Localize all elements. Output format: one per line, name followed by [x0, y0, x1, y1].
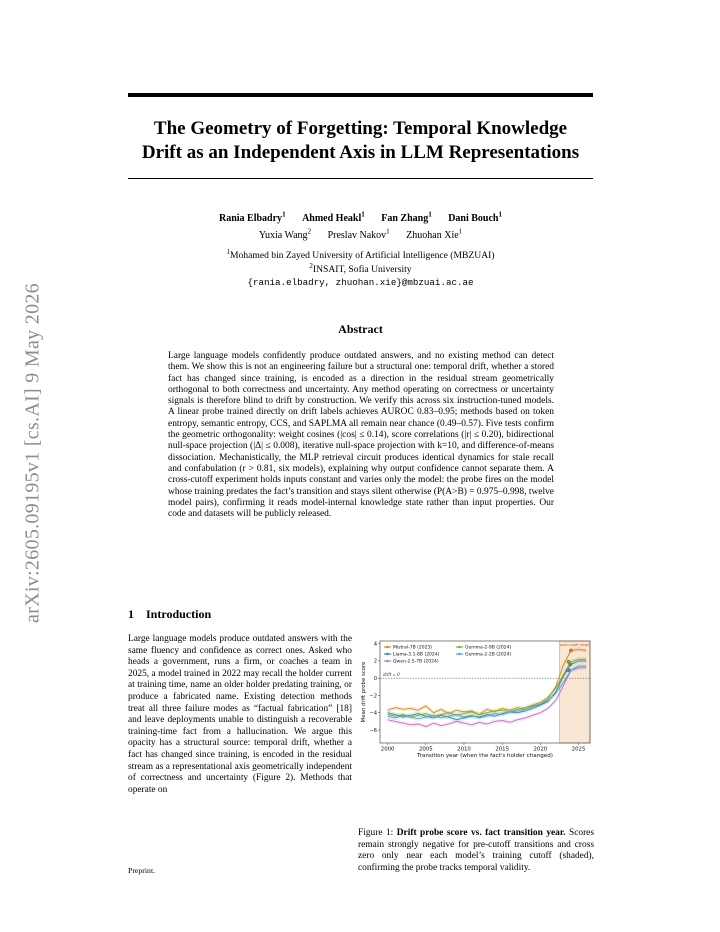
section-number: 1: [128, 607, 134, 621]
section-heading: [128, 607, 211, 622]
paper-title-line-1: The Geometry of Forgetting: Temporal Knowledge: [153, 118, 568, 139]
cutoff-marker-point: [569, 649, 572, 652]
zero-line-label: drift = 0: [383, 671, 400, 677]
x-tick-label: 2015: [495, 746, 510, 753]
x-tick-label: 2025: [571, 746, 586, 753]
author-list-row-1: [118, 211, 603, 224]
cutoff-marker-point: [566, 669, 569, 672]
legend-entry-label: Gemma-2-9B (2024): [465, 645, 512, 651]
cutoff-region-label: post-cutoff range: [560, 643, 590, 647]
x-axis-label: Transition year (when the fact's holder changed): [417, 753, 553, 759]
figure-label: Figure 1:: [358, 828, 394, 838]
legend-entry-label: Llama-3.1-8B (2024): [393, 652, 440, 658]
section-title: Introduction: [146, 607, 212, 621]
y-axis-label: Mean drift probe score: [361, 661, 367, 723]
figure-1-caption: [358, 828, 594, 874]
figure-caption-text: Scores remain strongly negative for pre-cutoff transitions and cross zero only near each model’s training cutoff (shaded), confirming the probe tracks temporal validity.: [358, 828, 594, 873]
legend-marker: [386, 653, 388, 655]
author-emails: {rania.elbadry, zhuohan.xie}@mbzuai.ac.ae: [247, 277, 474, 288]
x-tick-label: 2020: [533, 746, 548, 753]
arxiv-identifier: arXiv:2605.09195v1 [cs.AI] 9 May 2026: [21, 283, 44, 623]
cutoff-marker-point: [567, 660, 570, 663]
series-band: [388, 647, 587, 716]
paper-title-line-2: Drift as an Independent Axis in LLM Representations: [141, 142, 580, 163]
legend-marker: [386, 660, 388, 662]
legend-marker: [386, 646, 388, 648]
legend-entry-label: Mistral-7B (2023): [393, 645, 433, 651]
footer-note: Preprint.: [128, 866, 156, 875]
y-tick-label: −4: [369, 710, 377, 717]
author: Rania Elbadry$^1$: [218, 211, 286, 225]
author: Fan Zhang$^1$: [381, 211, 432, 225]
x-tick-label: 2005: [418, 746, 433, 753]
y-tick-label: −2: [369, 693, 377, 700]
figure-1: [358, 637, 594, 761]
affiliation-1: $^1$Mohamed bin Zayed University of Artificial Intelligence (MBZUAI): [226, 248, 495, 262]
y-tick-label: 0: [373, 675, 377, 682]
cutoff-shaded-region: [559, 641, 590, 743]
author: Ahmed Heakl$^1$: [302, 211, 365, 225]
title-bottom-rule: [128, 178, 593, 179]
legend-entry-label: Qwen-2.5-7B (2024): [393, 659, 439, 665]
legend-marker: [458, 653, 460, 655]
introduction-text: Large language models produce outdated answers with the same fluency and confidence as correct ones. Asked who heads a government, runs a firm, or coaches a team in 2025, a model trained in 2022 may recall the holder current at training time, name an older holder predating training, or produce a fabricated name. Existing detection methods treat all three failure modes as “factual fabrication” [18] and leave deployments unable to distinguish a recoverable training-time fact from a hallucination. We argue this opacity has a structural source: temporal drift, whether a fact has changed since training, is encoded in the residual stream as a representational axis geometrically independent of correctness and uncertainty (Figure 2). Methods that operate on: [128, 634, 352, 795]
abstract-body: Large language models confidently produce outdated answers, and no existing method can detect them. We show this is not an engineering failure but a structural one: temporal drift, whether a stored fact has changed since training, is encoded as a direction in the residual stream geometrically orthogonal to both correctness and uncertainty. Any method operating on correctness or uncertainty signals is therefore blind to drift by construction. We verify this across six instruction-tuned models. A linear probe trained directly on drift labels achieves AUROC 0.83–0.95; methods based on token entropy, semantic entropy, CCS, and SAPLMA all remain near chance (0.49–0.57). Five tests confirm the geometric orthogonality: weight cosines (|cos| ≤ 0.14), score correlations (|r| ≤ 0.20), bidirectional null-space projection (|Δ| ≤ 0.008), iterative null-space projection with k=10, and difference-of-means dissociation. Mechanistically, the MLP retrieval circuit produces identical dynamics for stale recall and confabulation (r > 0.81, six models), explaining why output confidence cannot separate them. A cross-cutoff experiment holds inputs constant and varies only the model: the probe fires on the model whose training predates the fact’s transition and stays silent otherwise (P(A>B) = 0.975–0.998, twelve model pairs), confirming it reads model-internal knowledge state rather than input properties. Our code and datasets will be publicly released.: [168, 351, 554, 520]
x-tick-label: 2000: [380, 746, 395, 753]
legend-marker: [458, 646, 460, 648]
author: Dani Bouch$^1$: [448, 211, 502, 225]
figure-caption-title: Drift probe score vs. fact transition year.: [396, 828, 566, 838]
abstract-heading: Abstract: [338, 322, 383, 336]
author: Preslav Nakov$^1$: [327, 228, 390, 242]
affiliation-2: $^2$INSAIT, Sofia University: [309, 262, 412, 276]
drift-probe-chart: [358, 637, 594, 761]
x-tick-label: 2010: [457, 746, 471, 753]
y-tick-label: −6: [369, 727, 377, 734]
author-list-row-2: [118, 228, 603, 241]
author: Yuxia Wang$^2$: [258, 228, 312, 242]
legend-entry-label: Gemma-2-2B (2024): [465, 652, 512, 658]
author: Zhuohan Xie$^1$: [406, 228, 463, 242]
title-top-rule: [128, 93, 593, 97]
y-tick-label: 2: [373, 658, 377, 665]
y-tick-label: 4: [373, 641, 377, 648]
